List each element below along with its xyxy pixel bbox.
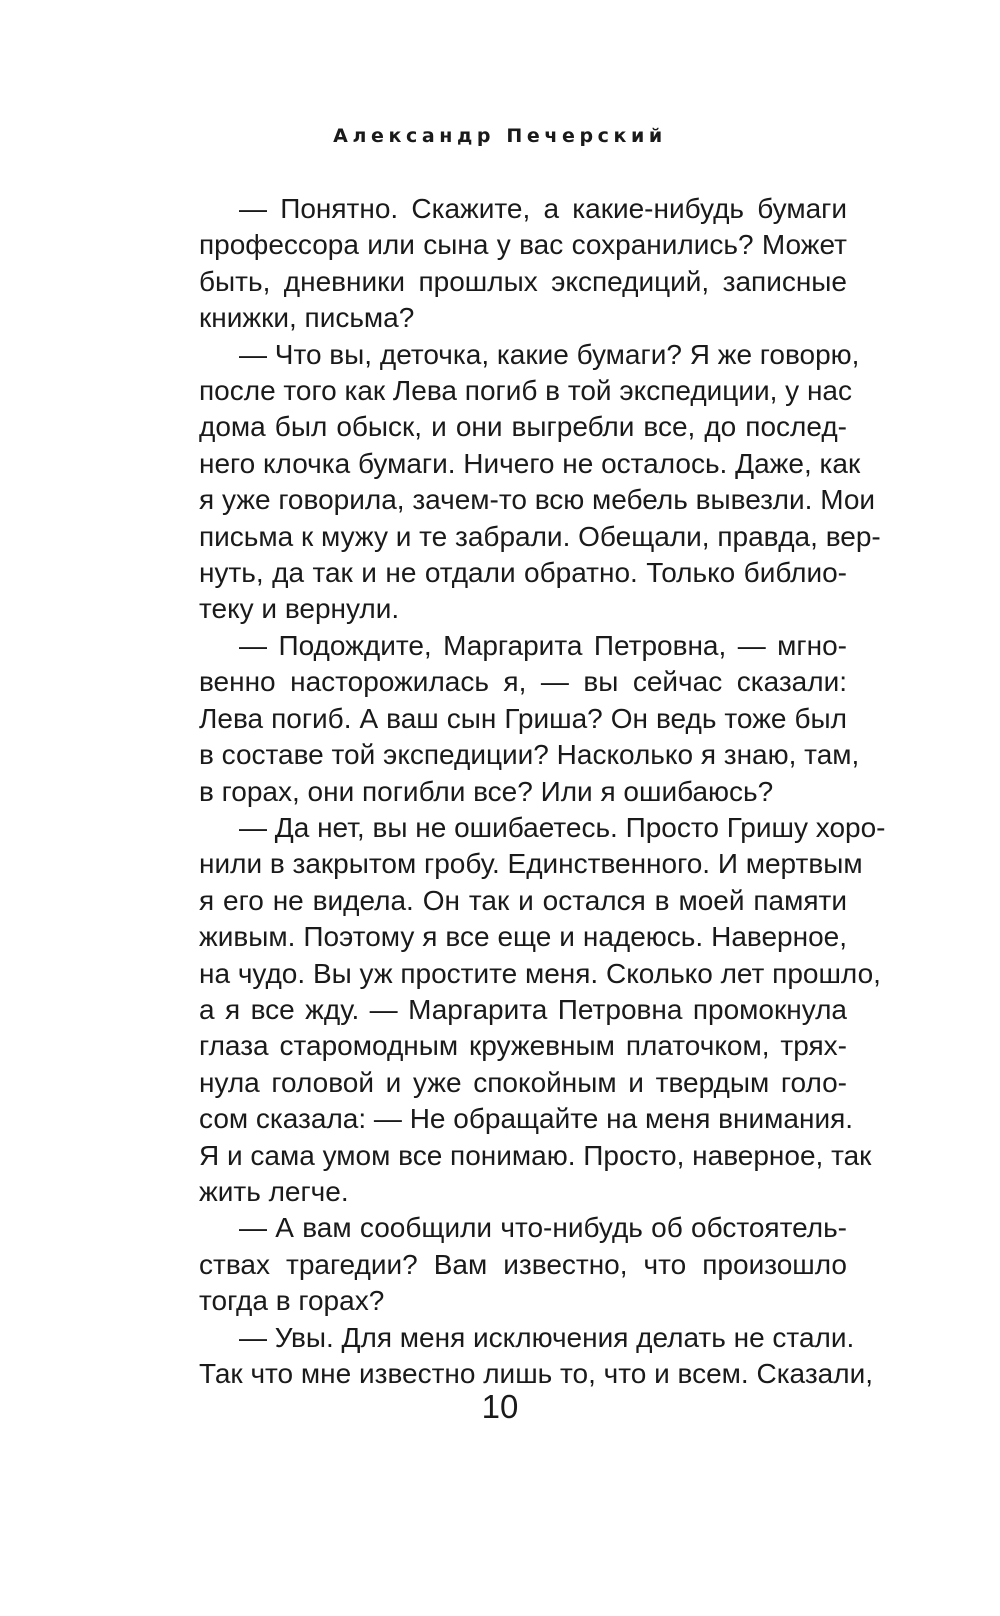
text-line: профессора или сына у вас сохранились? Может <box>199 229 847 261</box>
text-line: глаза старомодным кружевным платочком, трях- <box>199 1030 847 1062</box>
text-line: дома был обыск, и они выгребли все, до послед- <box>199 411 847 443</box>
text-line: Так что мне известно лишь то, что и всем. Сказали, <box>199 1358 873 1389</box>
text-line: — А вам сообщили что-нибудь об обстоятель- <box>239 1212 847 1244</box>
text-line: жить легче. <box>199 1175 349 1207</box>
text-line: нили в закрытом гробу. Единственного. И мертвым <box>199 848 863 880</box>
text-line: Лева погиб. А ваш сын Гриша? Он ведь тоже был <box>199 702 847 734</box>
paragraph <box>199 810 886 1210</box>
text-line: — Увы. Для меня исключения делать не стали. <box>239 1321 855 1353</box>
text-line: теку и вернули. <box>199 593 400 625</box>
text-line: я его не видела. Он так и остался в моей памяти <box>199 884 847 916</box>
text-line: в горах, они погибли все? Или я ошибаюсь? <box>199 775 774 807</box>
text-line: него клочка бумаги. Ничего не осталось. Даже, как <box>199 447 861 479</box>
text-line: Я и сама умом все понимаю. Просто, наверное, так <box>199 1139 872 1171</box>
text-line: а я все жду. — Маргарита Петровна промокнула <box>199 993 847 1025</box>
text-line: нуть, да так и не отдали обратно. Только библио- <box>199 557 847 589</box>
text-line: нула головой и уже спокойным и твердым голо- <box>199 1066 847 1098</box>
text-line: — Подождите, Маргарита Петровна, — мгно- <box>239 629 847 661</box>
paragraph <box>199 1320 873 1393</box>
page-number: 10 <box>481 1388 519 1425</box>
text-line: письма к мужу и те забрали. Обещали, правда, вер- <box>199 520 881 552</box>
body-text <box>199 191 886 1392</box>
text-line: — Понятно. Скажите, а какие-нибудь бумаги <box>239 193 847 224</box>
text-line: в составе той экспедиции? Насколько я знаю, там, <box>199 739 860 771</box>
text-line: сом сказала: — Не обращайте на меня внимания. <box>199 1103 854 1135</box>
text-line: ствах трагедии? Вам известно, что произошло <box>199 1248 847 1280</box>
paragraph <box>199 337 881 628</box>
running-head: Александр Печерский <box>333 125 667 147</box>
text-line: быть, дневники прошлых экспедиций, записные <box>199 265 847 297</box>
text-line: после того как Лева погиб в той экспедиции, у нас <box>199 375 852 407</box>
text-line: я уже говорила, зачем-то всю мебель вывезли. Мои <box>199 484 876 516</box>
text-line: — Что вы, деточка, какие бумаги? Я же говорю, <box>239 338 860 370</box>
text-line: венно насторожилась я, — вы сейчас сказали: <box>199 666 847 698</box>
paragraph <box>199 191 847 337</box>
text-line: на чудо. Вы уж простите меня. Сколько лет прошло, <box>199 957 881 989</box>
text-line: книжки, письма? <box>199 302 415 334</box>
paragraph <box>199 1210 847 1319</box>
paragraph <box>199 628 860 810</box>
text-line: — Да нет, вы не ошибаетесь. Просто Гришу хоро- <box>239 811 886 843</box>
text-line: живым. Поэтому я все еще и надеюсь. Наверное, <box>199 921 847 953</box>
text-line: тогда в горах? <box>199 1285 385 1317</box>
